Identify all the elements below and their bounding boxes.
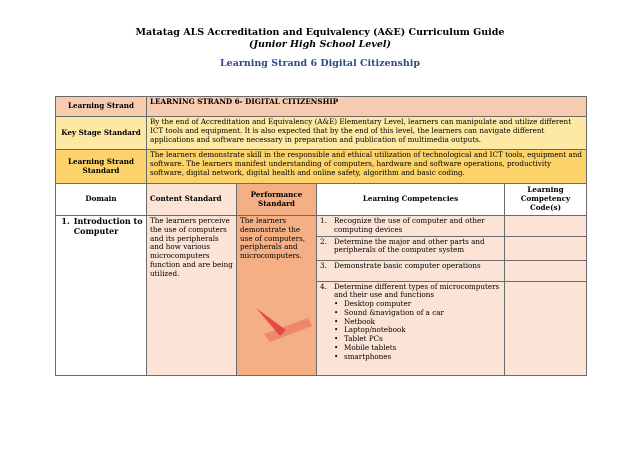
learning-strand-label: Learning Strand [56, 97, 147, 117]
learning-strand-row [56, 97, 587, 117]
list-item: • Sound &navigation of a car [334, 309, 501, 318]
microcomputer-list [320, 300, 501, 361]
key-stage-row [56, 117, 587, 150]
table-row [56, 216, 587, 237]
competency-4 [317, 281, 505, 375]
competency-number: 3. [320, 260, 327, 270]
code-cell [505, 260, 587, 281]
key-stage-value: By the end of Accreditation and Equivalency (A&E) Elementary Level, learners can manipulate and utilize different ICT tools and equipment. It is also expected that by the end of this level, the learners can navigate different applications and software necessary in preparation and publication of multimedia outputs. [147, 117, 587, 150]
competency-number: 1. [320, 216, 327, 225]
learning-strand-value: LEARNING STRAND 6- DIGITAL CITIZENSHIP [147, 97, 587, 117]
curriculum-table [55, 96, 587, 376]
competency-3 [317, 260, 505, 281]
document-subtitle: (Junior High School Level) [248, 39, 392, 50]
competency-text: Determine different types of microcomputers and their use and functions [334, 281, 500, 300]
strand-standard-value: The learners demonstrate skill in the responsible and ethical utilization of technological and ICT tools, equipment and software. The learners manifest understanding of computers, hardware and software operations, productivity software, digital network, digital health and online safety, algorithm and basic coding. [147, 150, 587, 184]
competencies-header: Learning Competencies [317, 184, 505, 216]
competency-text: Recognize the use of computer and other computing devices [334, 216, 485, 234]
content-standard-header: Content Standard [147, 184, 237, 216]
list-item: • Mobile tablets [334, 344, 501, 353]
list-item: • Desktop computer [334, 300, 501, 309]
content-standard-cell: The learners perceive the use of computers and its peripherals and how various microcomputers function and are being utilized. [147, 216, 237, 376]
list-item: • Tablet PCs [334, 335, 501, 344]
strand-standard-row [56, 150, 587, 184]
document-title: Matatag ALS Accreditation and Equivalency (A&E) Curriculum Guide [135, 27, 505, 38]
competency-number: 2. [320, 236, 327, 246]
competency-2 [317, 236, 505, 260]
watermark-icon [250, 300, 320, 350]
domain-cell [56, 216, 147, 376]
column-header-row [56, 184, 587, 216]
code-cell [505, 281, 587, 375]
domain-number: 1. [61, 216, 70, 226]
competency-text: Demonstrate basic computer operations [334, 260, 481, 270]
list-item: • smartphones [334, 353, 501, 362]
strand-title: Learning Strand 6 Digital Citizenship [219, 58, 421, 69]
competency-text: Determine the major and other parts and peripherals of the computer system [334, 236, 485, 255]
code-header: Learning Competency Code(s) [505, 184, 587, 216]
code-cell [505, 236, 587, 260]
code-cell [505, 216, 587, 237]
key-stage-label: Key Stage Standard [56, 117, 147, 150]
list-item: • Netbook [334, 318, 501, 327]
performance-standard-header: Performance Standard [237, 184, 317, 216]
strand-standard-label: Learning Strand Standard [56, 150, 147, 184]
domain-header: Domain [56, 184, 147, 216]
competency-1 [317, 216, 505, 237]
domain-name: Introduction to Computer [73, 216, 143, 236]
list-item: • Laptop/notebook [334, 326, 501, 335]
performance-standard-cell: The learners demonstrate the use of computers, peripherals and microcomputers. [237, 216, 317, 376]
competency-number: 4. [320, 281, 327, 291]
